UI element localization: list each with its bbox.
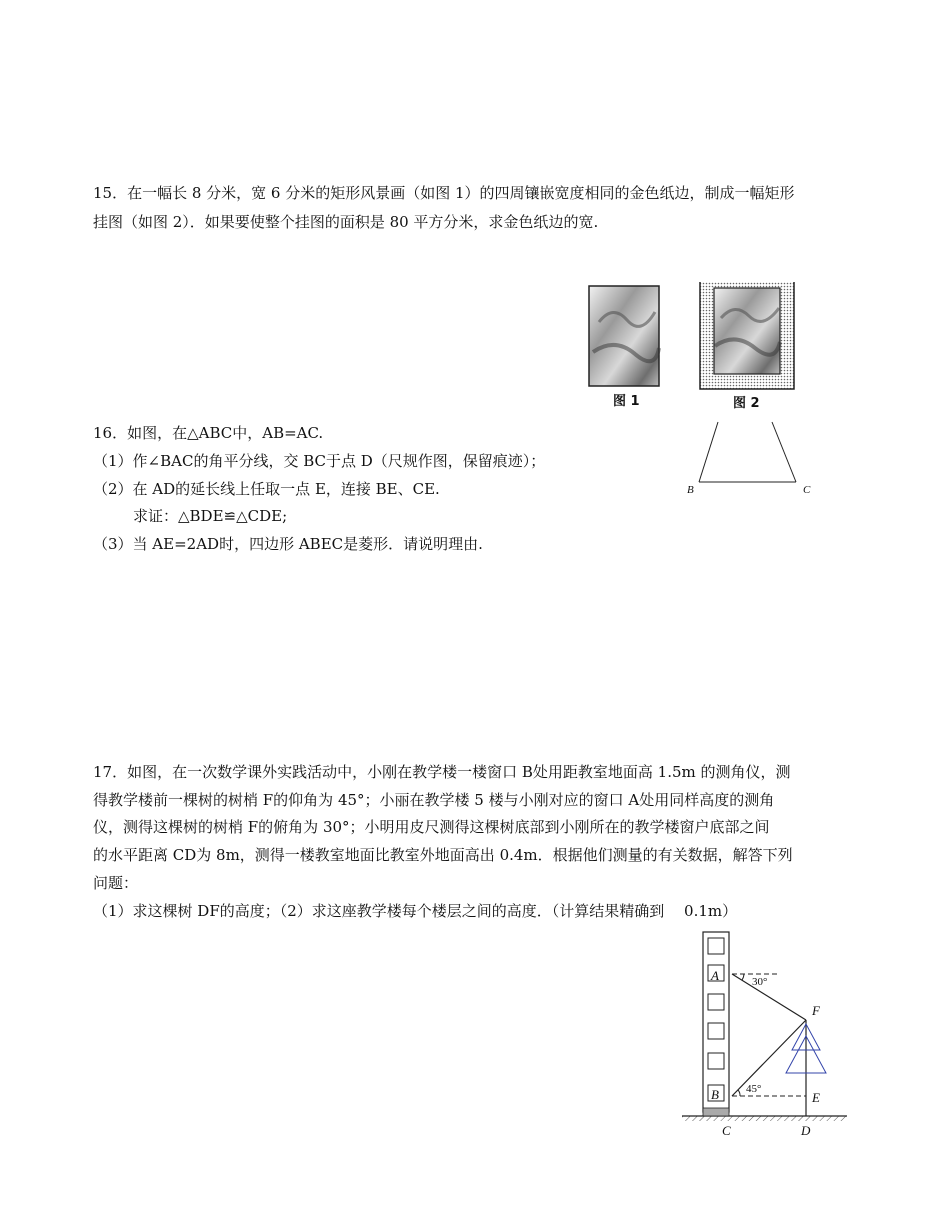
frame-figures [585,282,800,427]
problem-17-line-5: 问题： [93,874,139,892]
ground-label-c: C [722,1123,731,1138]
problem-16-q1: （1）作∠BAC的角平分线，交 BC于点 D（尺规作图，保留痕迹）； [93,452,546,470]
problem-16-stem: 16．如图，在△ABC中，AB=AC. [93,424,324,442]
problem-17-line-2: 得教学楼前一棵树的树梢 F的仰角为 45°；小丽在教学楼 5 楼与小刚对应的窗口 A处用同样高度的测角 [93,791,775,809]
building-label-a: A [711,968,719,983]
triangle-figure [680,418,820,500]
figure-2-caption: 图 2 [733,396,760,411]
figure-1-caption: 图 1 [613,394,640,409]
problem-16-q2: （2）在 AD的延长线上任取一点 E，连接 BE、CE. [93,480,440,498]
angle-30-label: 30° [752,976,768,988]
building-tree-figure [680,928,855,1140]
problem-17-line-4: 的水平距离 CD为 8m，测得一楼教室地面比教室外地面高出 0.4m．根据他们测量的有关数据，解答下列 [93,846,793,864]
problem-17-line-3: 仪，测得这棵树的树梢 F的俯角为 30°；小明用皮尺测得这棵树底部到小刚所在的教学楼窗户底部之间 [93,818,770,836]
problem-16-q2-proof: 求证：△BDE≌△CDE; [133,507,288,525]
angle-45-label: 45° [746,1083,762,1095]
problem-16-q3: （3）当 AE=2AD时，四边形 ABEC是菱形．请说明理由. [93,535,483,553]
tree-label-f: F [812,1003,820,1018]
triangle-label-c: C [803,484,811,496]
triangle-drawing [680,418,820,500]
problem-17-line-6: （1）求这棵树 DF的高度；（2）求这座教学楼每个楼层之间的高度．（计算结果精确到 0.1m） [93,902,738,920]
triangle-label-b: B [687,484,694,496]
building-tree-drawing [680,928,855,1140]
ground-label-d: D [801,1123,811,1138]
building-label-b: B [711,1087,719,1102]
problem-15-line-1: 15．在一幅长 8 分米，宽 6 分米的矩形风景画（如图 1）的四周镶嵌宽度相同的金色纸边，制成一幅矩形 [93,184,795,202]
problem-17-line-1: 17．如图，在一次数学课外实践活动中，小刚在教学楼一楼窗口 B处用距教室地面高 1.5m 的测角仪，测 [93,763,791,781]
tree-label-e: E [812,1090,820,1105]
problem-15-line-2: 挂图（如图 2）．如果要使整个挂图的面积是 80 平方分米，求金色纸边的宽. [93,213,599,231]
